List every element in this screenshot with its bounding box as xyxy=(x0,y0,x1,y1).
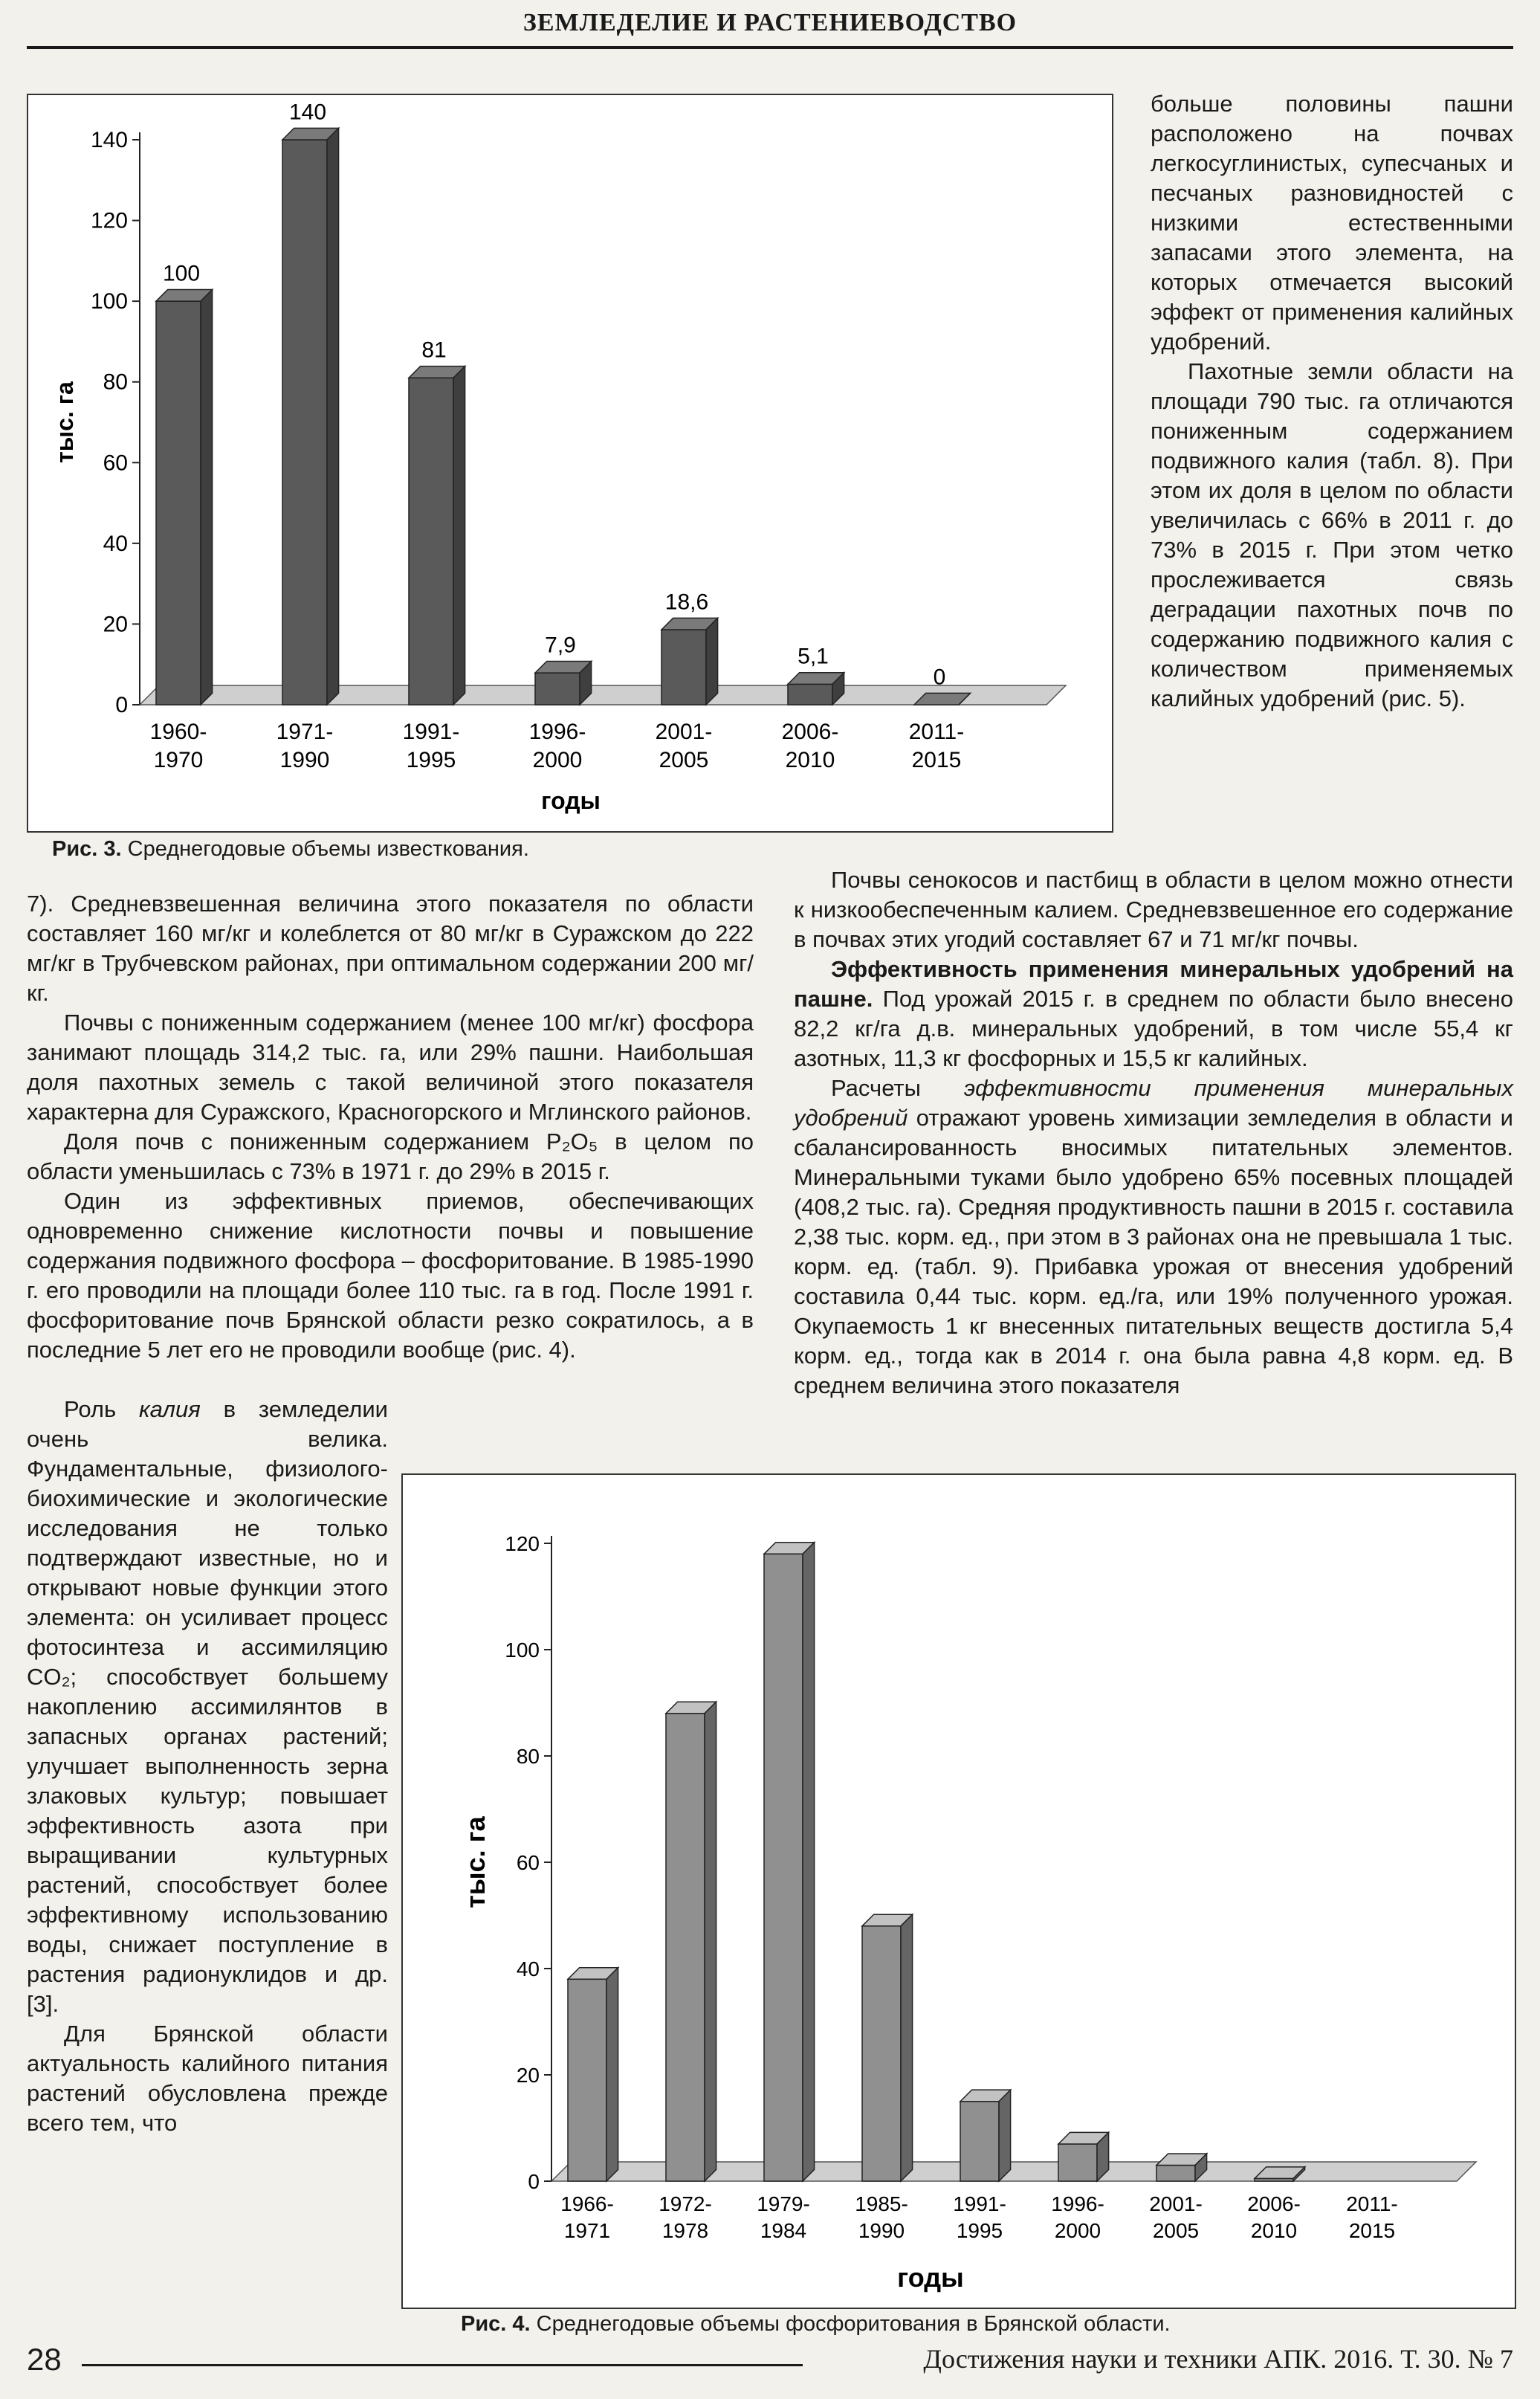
x-tick-label: 1996- xyxy=(528,720,586,744)
y-tick-label: 60 xyxy=(103,451,128,476)
y-tick-label: 120 xyxy=(505,1532,540,1555)
figure-3-caption xyxy=(52,836,529,862)
x-tick-label: 1995 xyxy=(956,2219,1003,2242)
figure-3-chart xyxy=(28,95,1112,831)
x-tick-label: 1971 xyxy=(563,2219,611,2242)
footer-rule xyxy=(82,2364,803,2366)
x-tick-label: 2006- xyxy=(1247,2192,1301,2215)
bar-side xyxy=(606,1968,618,2181)
x-tick-label: 1990 xyxy=(279,748,330,772)
x-tick-label: 2011- xyxy=(1346,2192,1398,2215)
bar xyxy=(862,1926,901,2181)
y-tick-label: 20 xyxy=(516,2064,540,2087)
bar-side xyxy=(201,290,213,705)
figure-4-caption xyxy=(461,2311,1171,2337)
left-paragraph-5-b: калия xyxy=(138,1396,201,1422)
x-tick-label: 1978 xyxy=(661,2219,709,2242)
right-paragraph-4-heading: Эффективность применения минеральных удобрений на пашне. xyxy=(794,956,1513,1012)
x-axis-title: годы xyxy=(897,2262,964,2293)
bar-side xyxy=(705,1702,716,2181)
x-tick-label: 2001- xyxy=(655,720,713,744)
bar xyxy=(1058,2144,1097,2181)
x-tick-label: 2015 xyxy=(911,748,962,772)
left-paragraph-5-a: Роль xyxy=(64,1396,139,1422)
y-tick-label: 0 xyxy=(528,2170,540,2193)
bar xyxy=(764,1554,803,2181)
x-tick-label: 1996- xyxy=(1051,2192,1104,2215)
bar-value-label: 18,6 xyxy=(664,590,709,615)
left-column-main xyxy=(27,889,754,1365)
page-header: ЗЕМЛЕДЕЛИЕ И РАСТЕНИЕВОДСТВО xyxy=(522,9,1017,36)
x-tick-label: 1991- xyxy=(402,720,460,744)
x-tick-label: 1960- xyxy=(149,720,207,744)
bar-value-label: 5,1 xyxy=(798,644,829,669)
left-paragraph-5 xyxy=(27,1395,388,2019)
x-tick-label: 2015 xyxy=(1348,2219,1396,2242)
y-tick-label: 60 xyxy=(516,1851,540,1874)
bar xyxy=(1156,2166,1195,2181)
y-axis-title: тыс. га xyxy=(460,1816,491,1908)
left-column-narrow xyxy=(27,1395,388,2138)
y-tick-label: 0 xyxy=(115,693,128,717)
figure-3-caption-label: Рис. 3. xyxy=(52,837,122,861)
x-tick-label: 2010 xyxy=(785,748,835,772)
bar xyxy=(156,301,201,705)
figure-4-chart xyxy=(403,1475,1515,2308)
journal-citation: Достижения науки и техники АПК. 2016. Т. 30. № 7 xyxy=(923,2344,1513,2374)
right-paragraph-1: больше половины пашни расположено на почвах легкосуглинистых, супесчаных и песчаных разновидностей с низкими естественными запасами этого элемента, на которых отмечается высокий эффект от применения калийных удобрений. xyxy=(1151,91,1513,355)
bar xyxy=(661,630,706,705)
bar-value-label: 140 xyxy=(288,100,327,125)
bar-value-label: 100 xyxy=(162,261,201,286)
right-paragraph-4-text: Под урожай 2015 г. в среднем по области было внесено 82,2 кг/га д.в. минеральных удобрений, в том числе 55,4 кг азотных, 11,3 кг фосфорных и 15,5 кг калийных. xyxy=(794,986,1513,1071)
header-rule xyxy=(27,46,1513,49)
bar-side xyxy=(453,367,465,705)
x-tick-label: 1966- xyxy=(560,2192,614,2215)
y-tick-label: 20 xyxy=(103,612,128,637)
bar xyxy=(568,1979,606,2181)
bar-side xyxy=(803,1543,815,2181)
right-paragraph-5-c: отражают уровень химизации земледелия в области и сбалансированность вносимых питательных элементов. Минеральными туками было удобрено 65% посевных площадей (408,2 тыс. га). Средняя продуктивность пашни в 2015 г. составила 2,38 тыс. корм. ед., при этом в 3 районах она не превышала 1 тыс. корм. ед. (табл. 9). Прибавка урожая от внесения удобрений составила 0,44 тыс. корм. ед./га, или 19% полученного урожая. Окупаемость 1 кг внесенных питательных веществ достигла 5,4 корм. ед., тогда как в 2014 г. она была равна 4,8 корм. ед. В среднем величина этого показателя xyxy=(794,1105,1513,1398)
right-paragraph-3: Почвы сенокосов и пастбищ в области в целом можно отнести к низкообеспеченным калием. Средневзвешенное его содержание в почвах этих угодий составляет 67 и 71 мг/кг почвы. xyxy=(794,867,1513,952)
y-tick-label: 100 xyxy=(90,289,128,314)
bar-value-label: 81 xyxy=(421,338,447,363)
x-tick-label: 1972- xyxy=(659,2192,712,2215)
y-tick-label: 40 xyxy=(103,531,128,556)
bar-side xyxy=(327,128,339,705)
left-paragraph-2: Почвы с пониженным содержанием (менее 100 мг/кг) фосфора занимают площадь 314,2 тыс. га, или 29% пашни. Наибольшая доля пахотных земель с такой величиной этого показателя характерна для Суражского, Красногорского и Мглинского районов. xyxy=(27,1010,754,1125)
y-tick-label: 40 xyxy=(516,1957,540,1980)
bar-value-label: 7,9 xyxy=(545,633,576,658)
x-tick-label: 1979- xyxy=(757,2192,810,2215)
figure-4 xyxy=(401,1473,1516,2309)
bar xyxy=(788,684,832,705)
right-paragraph-4 xyxy=(794,955,1513,1073)
bar-value-label: 0 xyxy=(933,665,946,690)
bar xyxy=(666,1714,705,2181)
right-paragraph-5 xyxy=(794,1073,1513,1401)
figure-4-caption-label: Рис. 4. xyxy=(461,2312,531,2336)
figure-3-caption-text: Среднегодовые объемы известкования. xyxy=(121,837,529,861)
x-tick-label: 1970 xyxy=(153,748,204,772)
bar xyxy=(409,378,453,705)
x-tick-label: 2011- xyxy=(908,720,965,744)
bar xyxy=(535,673,580,705)
y-tick-label: 80 xyxy=(516,1745,540,1768)
y-tick-label: 100 xyxy=(505,1638,540,1662)
y-tick-label: 120 xyxy=(90,208,128,233)
left-paragraph-3: Доля почв с пониженным содержанием P₂O₅ в целом по области уменьшилась с 73% в 1971 г. до 29% в 2015 г. xyxy=(27,1129,754,1184)
bar-side xyxy=(999,2090,1011,2181)
right-paragraph-5-a: Расчеты xyxy=(831,1075,964,1101)
left-paragraph-4: Один из эффективных приемов, обеспечивающих одновременно снижение кислотности почвы и повышение содержания подвижного фосфора – фосфоритование. В 1985-1990 г. его проводили на площади более 110 тыс. га в год. После 1991 г. фосфоритование почв Брянской области резко сократилось, а в последние 5 лет его не проводили вообще (рис. 4). xyxy=(27,1188,754,1363)
figure-4-caption-text: Среднегодовые объемы фосфоритования в Брянской области. xyxy=(530,2312,1171,2336)
page-number: 28 xyxy=(27,2342,62,2377)
x-tick-label: 1995 xyxy=(406,748,456,772)
bar xyxy=(960,2102,999,2181)
right-column-main xyxy=(794,865,1513,1401)
left-paragraph-5-c: в земледелии очень велика. Фундаментальные, физиолого-биохимические и экологические исследования не только подтверждают известные, но и открывают новые функции этого элемента: он усиливает процесс фотосинтеза и ассимиляцию CO₂; способствует большему накоплению ассимилянтов в запасных органах растений; улучшает выполненность зерна злаковых культур; повышает эффективность азота при выращивании культурных растений, способствует более эффективному использованию воды, снижает поступление в растения радионуклидов и др. [3]. xyxy=(27,1396,388,2017)
x-tick-label: 1971- xyxy=(276,720,334,744)
right-paragraph-5-b: эффективности применения минеральных удобрений xyxy=(794,1075,1513,1131)
bar-side xyxy=(706,618,718,705)
x-tick-label: 2010 xyxy=(1250,2219,1298,2242)
x-tick-label: 2000 xyxy=(532,748,583,772)
y-tick-label: 80 xyxy=(103,369,128,395)
bar xyxy=(282,140,327,705)
right-column-top xyxy=(1151,89,1513,714)
x-tick-label: 2005 xyxy=(1152,2219,1200,2242)
bar-side xyxy=(901,1914,913,2181)
x-tick-label: 2001- xyxy=(1149,2192,1203,2215)
x-tick-label: 1985- xyxy=(855,2192,908,2215)
x-axis-title: годы xyxy=(541,787,601,814)
x-tick-label: 1991- xyxy=(953,2192,1006,2215)
left-paragraph-6: Для Брянской области актуальность калийного питания растений обусловлена прежде всего тем, что xyxy=(27,2021,388,2136)
right-paragraph-2: Пахотные земли области на площади 790 тыс. га отличаются пониженным содержанием подвижного калия (табл. 8). При этом их доля в целом по области увеличилась с 66% в 2011 г. до 73% в 2015 г. При этом четко прослеживается связь деградации пахотных почв по содержанию подвижного калия с количеством применяемых калийных удобрений (рис. 5). xyxy=(1151,358,1513,711)
figure-3 xyxy=(27,94,1113,833)
y-tick-label: 140 xyxy=(90,128,128,152)
x-tick-label: 2006- xyxy=(781,720,839,744)
left-paragraph-1: 7). Средневзвешенная величина этого показателя по области составляет 160 мг/кг и колеблется от 80 мг/кг в Суражском до 222 мг/кг в Трубчевском районах, при оптимальном содержании 200 мг/кг. xyxy=(27,891,754,1006)
y-axis-title: тыс. га xyxy=(51,381,78,463)
x-tick-label: 2005 xyxy=(659,748,709,772)
x-tick-label: 1990 xyxy=(858,2219,905,2242)
x-tick-label: 1984 xyxy=(760,2219,807,2242)
x-tick-label: 2000 xyxy=(1054,2219,1101,2242)
